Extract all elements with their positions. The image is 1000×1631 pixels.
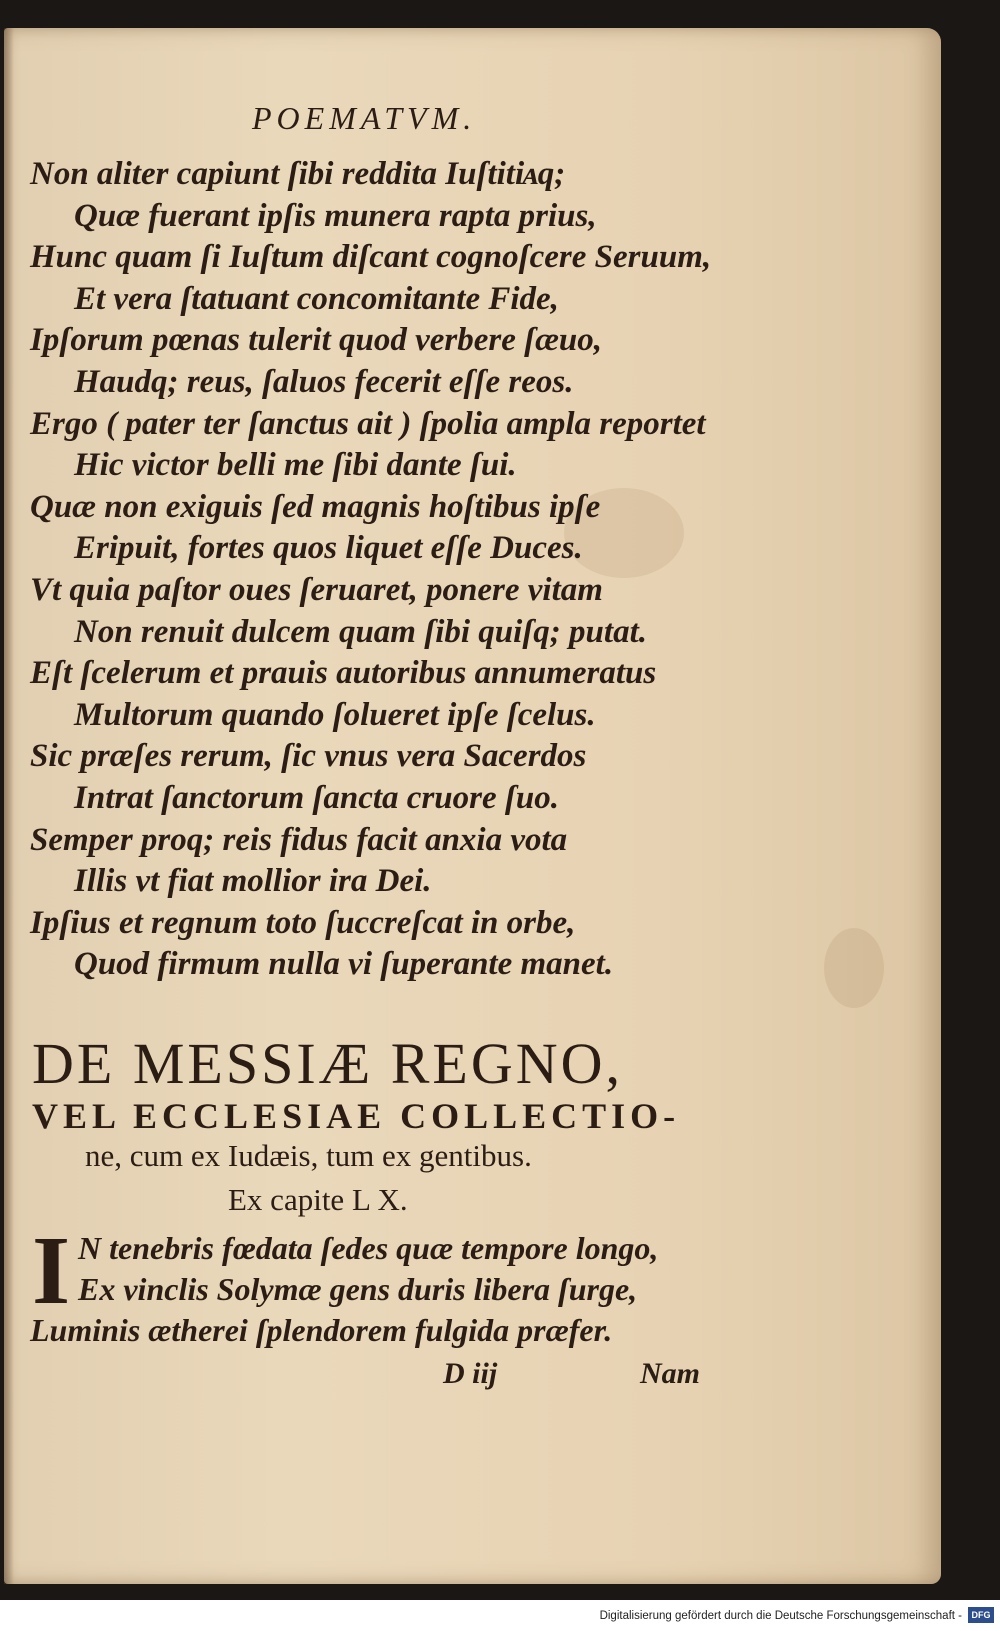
paper-stain bbox=[824, 928, 884, 1008]
section-title-line-2: VEL ECCLESIAE COLLECTIO- bbox=[32, 1096, 681, 1136]
poem-line: Quæ fuerant ipſis munera rapta prius, bbox=[74, 197, 597, 234]
poem-line: Luminis ætherei ſplendorem fulgida præfer. bbox=[30, 1312, 613, 1348]
poem-line: Hunc quam ſi Iuſtum diſcant cognoſcere Seruum, bbox=[30, 239, 712, 276]
footer-credit: Digitalisierung gefördert durch die Deutsche Forschungsgemeinschaft - bbox=[599, 1610, 962, 1622]
poem-line: Eſt ſcelerum et prauis autoribus annumeratus bbox=[30, 655, 657, 692]
poem-line: Intrat ſanctorum ſancta cruore ſuo. bbox=[74, 779, 559, 816]
catchword: Nam bbox=[640, 1357, 700, 1390]
poem-line: Et vera ſtatuant concomitante Fide, bbox=[74, 280, 559, 317]
poem-line: Haudq; reus, ſaluos fecerit eſſe reos. bbox=[74, 363, 574, 400]
poem-line: Non renuit dulcem quam ſibi quiſq; putat. bbox=[74, 613, 647, 650]
poem-line: Hic victor belli me ſibi dante ſui. bbox=[74, 447, 517, 484]
dfg-logo bbox=[968, 1607, 994, 1623]
poem-block bbox=[30, 154, 730, 986]
poem-line: Non aliter capiunt ſibi reddita Iuſtitiᴀq; bbox=[30, 156, 566, 192]
poem-line: Ipſius et regnum toto ſuccreſcat in orbe, bbox=[30, 904, 576, 941]
page-gutter-shadow bbox=[4, 28, 14, 1584]
section-title-line-1: DE MESSIÆ REGNO, bbox=[32, 1031, 623, 1096]
poem-line: Illis vt fiat mollior ira Dei. bbox=[74, 863, 432, 900]
poem-line: Eripuit, fortes quos liquet eſſe Duces. bbox=[74, 530, 583, 567]
drop-cap: I bbox=[32, 1217, 71, 1325]
poem-line: Quæ non exiguis ſed magnis hoſtibus ipſe bbox=[30, 488, 601, 525]
poem-line: Multorum quando ſolueret ipſe ſcelus. bbox=[74, 696, 596, 733]
poem-line: Ex vinclis Solymæ gens duris libera ſurge, bbox=[78, 1271, 638, 1307]
section-title-line-3: ne, cum ex Iudæis, tum ex gentibus. bbox=[85, 1138, 532, 1173]
poem-line: Semper proq; reis fidus facit anxia vota bbox=[30, 821, 568, 858]
second-poem-block bbox=[30, 1228, 658, 1351]
section-title-line-4: Ex capite L X. bbox=[228, 1182, 408, 1217]
poem-line: Quod firmum nulla vi ſuperante manet. bbox=[74, 946, 614, 983]
poem-line: Sic præſes rerum, ſic vnus vera Sacerdos bbox=[30, 738, 587, 775]
poem-line: Ergo ( pater ter ſanctus ait ) ſpolia ampla reportet bbox=[30, 405, 706, 442]
poem-line: N tenebris fœdata ſedes quæ tempore longo, bbox=[78, 1230, 659, 1266]
poem-line: Ipſorum pœnas tulerit quod verbere ſæuo, bbox=[30, 322, 603, 359]
signature-mark: D iij bbox=[443, 1357, 498, 1390]
running-head: POEMATVM. bbox=[252, 100, 477, 136]
poem-line: Vt quia paſtor oues ſeruaret, ponere vitam bbox=[30, 571, 603, 608]
dfg-logo-text: DFG bbox=[971, 1610, 991, 1620]
